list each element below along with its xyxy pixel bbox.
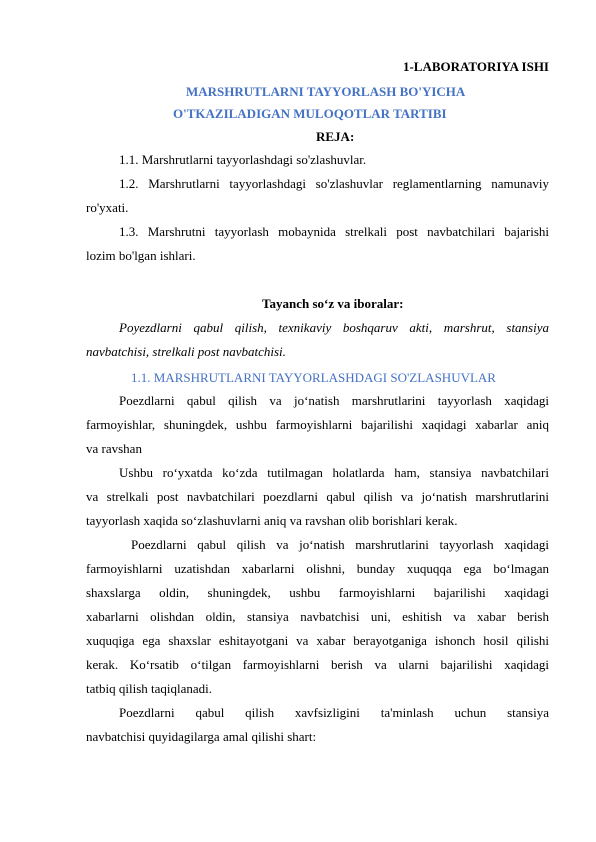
section-title: 1.1. MARSHRUTLARNI TAYYORLASHDAGI SO'ZLASHUVLAR [131, 370, 496, 385]
paragraph-3-line-3: shaxslarga oldin, shuningdek, ushbu farmoyishlarni bajarilishi xaqidagi [86, 585, 549, 600]
main-title-line-1: MARSHRUTLARNI TAYYORLASH BO'YICHA [186, 84, 466, 99]
plan-item-1: 1.1. Marshrutlarni tayyorlashdagi so'zlashuvlar. [119, 152, 367, 167]
paragraph-1-line-3: va ravshan [86, 441, 142, 456]
keywords-line-1: Poyezdlarni qabul qilish, texnikaviy boshqaruv akti, marshrut, stansiya [119, 320, 549, 335]
plan-item-2-line-2: ro'yxati. [86, 200, 129, 215]
plan-item-2-line-1: 1.2. Marshrutlarni tayyorlashdagi so'zlashuvlar reglamentlarning namunaviy [119, 176, 549, 191]
paragraph-4-line-2: navbatchisi quyidagilarga amal qilishi shart: [86, 729, 317, 744]
plan-item-3-line-1: 1.3. Marshrutni tayyorlash mobaynida strelkali post navbatchilari bajarishi [119, 224, 549, 239]
paragraph-3-line-5: xuquqiga ega shaxslar eshitayotgani va xabar berayotganiga ishonch hosil qilishi [86, 633, 549, 648]
paragraph-2-line-2: va strelkali post navbatchilari poezdlarni qabul qilish va jo‘natish marshrutlarini [86, 489, 549, 504]
lab-title: 1-LABORATORIYA ISHI [402, 59, 549, 74]
keywords-line-2: navbatchisi, strelkali post navbatchisi. [86, 344, 286, 359]
paragraph-2-line-3: tayyorlash xaqida so‘zlashuvlarni aniq va ravshan olib borishlari kerak. [86, 513, 458, 528]
keywords-title: Tayanch so‘z va iboralar: [262, 296, 404, 311]
main-title-line-2: O'TKAZILADIGAN MULOQOTLAR TARTIBI [173, 106, 447, 121]
paragraph-3-line-4: xabarlarni olishdan oldin, stansiya navbatchisi uni, eshitish va xabar berish [86, 609, 549, 624]
paragraph-2-line-1: Ushbu ro‘yxatda ko‘zda tutilmagan holatlarda ham, stansiya navbatchilari [119, 465, 549, 480]
paragraph-3-line-7: tatbiq qilish taqiqlanadi. [86, 681, 213, 696]
paragraph-3-line-2: farmoyishlarni uzatishdan xabarlarni olishni, bunday xuquqqa ega bo‘lmagan [86, 561, 549, 576]
paragraph-3-line-1: Poezdlarni qabul qilish va jo‘natish marshrutlarini tayyorlash xaqidagi [131, 537, 549, 552]
paragraph-4-line-1: Poezdlarni qabul qilish xavfsizligini ta'minlash uchun stansiya [119, 705, 549, 720]
plan-item-3-line-2: lozim bo'lgan ishlari. [86, 248, 196, 263]
paragraph-3-line-6: kerak. Ko‘rsatib o‘tilgan farmoyishlarni berish va ularni bajarilishi xaqidagi [86, 657, 549, 672]
paragraph-1-line-2: farmoyishlar, shuningdek, ushbu farmoyishlarni bajarilishi xaqidagi xabarlar aniq [86, 417, 549, 432]
plan-title: REJA: [316, 129, 355, 144]
paragraph-1-line-1: Poezdlarni qabul qilish va jo‘natish marshrutlarini tayyorlash xaqidagi [119, 393, 549, 408]
